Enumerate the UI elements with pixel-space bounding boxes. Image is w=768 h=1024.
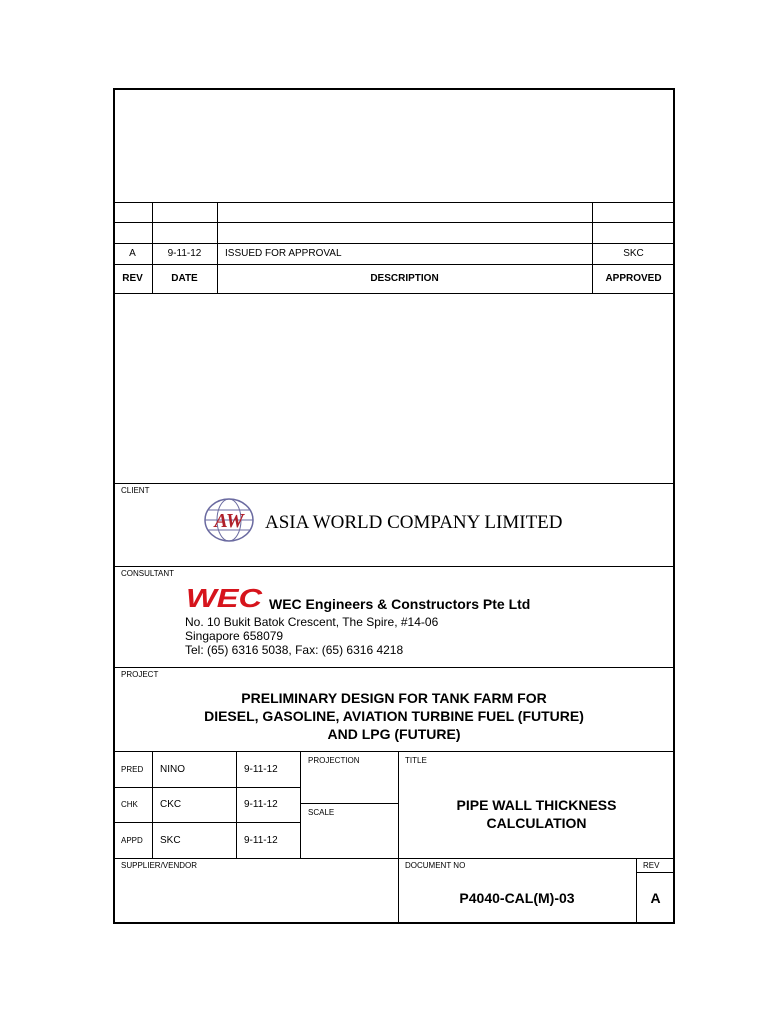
appd-date: 9-11-12 [244, 835, 278, 846]
wec-logo-text: WEC [186, 586, 264, 610]
pred-date: 9-11-12 [244, 764, 278, 775]
description-cell: ISSUED FOR APPROVAL [225, 248, 342, 259]
supplier-vendor-label: SUPPLIER/VENDOR [121, 861, 198, 870]
appd-name: SKC [160, 835, 181, 846]
appd-label: APPD [121, 836, 143, 845]
document-rev: A [650, 890, 661, 906]
consultant-label: CONSULTANT [121, 569, 175, 578]
description-header: DESCRIPTION [370, 273, 439, 284]
asia-world-logo-text: AW [214, 510, 244, 532]
client-label: CLIENT [121, 486, 150, 495]
rev-cell: A [129, 248, 136, 259]
chk-label: CHK [121, 800, 138, 809]
project-title-line3: AND LPG (FUTURE) [327, 726, 461, 742]
document-number: P4040-CAL(M)-03 [459, 890, 575, 906]
title-label: TITLE [405, 756, 427, 765]
document-title-line2: CALCULATION [486, 815, 587, 831]
chk-name: CKC [160, 799, 182, 810]
approved-header: APPROVED [605, 273, 662, 284]
project-title-line1: PRELIMINARY DESIGN FOR TANK FARM FOR [241, 690, 547, 706]
consultant-address-line1: No. 10 Bukit Batok Crescent, The Spire, #14-06 [185, 615, 439, 629]
chk-date: 9-11-12 [244, 799, 278, 810]
consultant-tel-fax: Tel: (65) 6316 5038, Fax: (65) 6316 4218 [185, 643, 404, 657]
rev-header: REV [122, 273, 143, 284]
project-label: PROJECT [121, 670, 159, 679]
consultant-address-line2: Singapore 658079 [185, 629, 284, 643]
client-name: ASIA WORLD COMPANY LIMITED [265, 512, 563, 533]
asia-world-logo [203, 497, 255, 543]
pred-label: PRED [121, 765, 144, 774]
document-no-label: DOCUMENT NO [405, 861, 466, 870]
document-title-line1: PIPE WALL THICKNESS [456, 797, 617, 813]
pred-name: NINO [160, 764, 185, 775]
date-cell: 9-11-12 [167, 248, 202, 259]
approved-cell: SKC [623, 248, 644, 259]
consultant-name: WEC Engineers & Constructors Pte Ltd [269, 596, 531, 612]
scale-label: SCALE [308, 808, 335, 817]
date-header: DATE [171, 273, 198, 284]
project-title-line2: DIESEL, GASOLINE, AVIATION TURBINE FUEL (FUTURE) [204, 708, 584, 724]
projection-label: PROJECTION [308, 756, 360, 765]
document-rev-label: REV [643, 861, 660, 870]
wec-logo [184, 586, 266, 610]
